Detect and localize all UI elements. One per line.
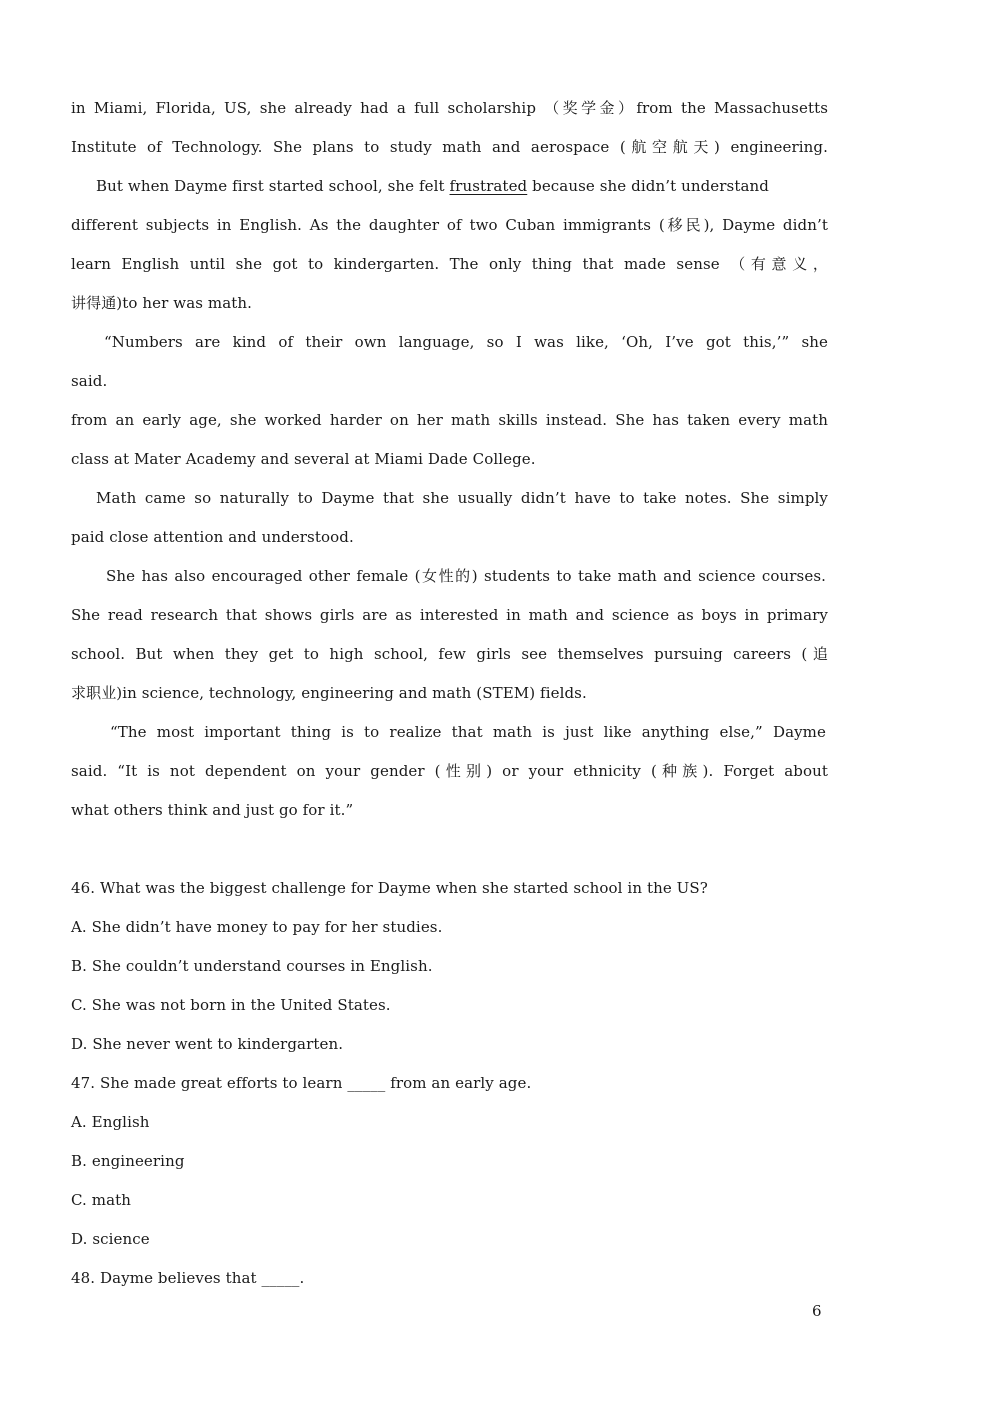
passage-line-5: learn English until she got to kindergarten. The only thing that made sense （有意义， bbox=[71, 255, 828, 273]
question-47-stem: 47. She made great efforts to learn _____ from an early age. bbox=[71, 1074, 532, 1092]
passage-line-13: She has also encouraged other female (女性的) students to take math and science courses. bbox=[106, 567, 826, 585]
passage-line-15: school. But when they get to high school, few girls see themselves pursuing careers (追 bbox=[71, 645, 828, 663]
passage-line-7: “Numbers are kind of their own language, so I was like, ‘Oh, I’ve got this,’” she bbox=[104, 333, 828, 351]
passage-line-11: Math came so naturally to Dayme that she usually didn’t have to take notes. She simply bbox=[96, 489, 828, 507]
question-46-option-d: D. She never went to kindergarten. bbox=[71, 1035, 344, 1053]
passage-line-6: 讲得通)to her was math. bbox=[71, 294, 253, 312]
question-46-option-c: C. She was not born in the United States. bbox=[71, 996, 391, 1014]
passage-line-4: different subjects in English. As the daughter of two Cuban immigrants (移民), Dayme didn’t bbox=[71, 216, 828, 234]
passage-line-12: paid close attention and understood. bbox=[71, 528, 354, 546]
passage-line-18: said. “It is not dependent on your gender (性别) or your ethnicity (种族). Forget about bbox=[71, 762, 828, 780]
passage-line-3-pre: But when Dayme first started school, she felt bbox=[96, 177, 450, 195]
question-47-option-b: B. engineering bbox=[71, 1152, 185, 1170]
question-48-stem: 48. Dayme believes that _____. bbox=[71, 1269, 305, 1287]
passage-line-16: 求职业)in science, technology, engineering and math (STEM) fields. bbox=[71, 684, 587, 702]
question-46-option-b: B. She couldn’t understand courses in English. bbox=[71, 957, 433, 975]
question-47-option-d: D. science bbox=[71, 1230, 150, 1248]
question-47-option-c: C. math bbox=[71, 1191, 132, 1209]
page-number: 6 bbox=[812, 1302, 822, 1320]
passage-line-3 bbox=[96, 176, 828, 196]
question-46-option-a: A. She didn’t have money to pay for her studies. bbox=[71, 918, 443, 936]
passage-line-3-post: because she didn’t understand bbox=[527, 177, 769, 195]
passage-line-1: in Miami, Florida, US, she already had a full scholarship （奖学金）from the Massachusetts bbox=[71, 99, 828, 117]
passage-line-19: what others think and just go for it.” bbox=[71, 801, 354, 819]
passage-line-14: She read research that shows girls are as interested in math and science as boys in primary bbox=[71, 606, 828, 624]
question-47-option-a: A. English bbox=[71, 1113, 150, 1131]
passage-line-8: said. bbox=[71, 372, 108, 390]
passage-line-9: from an early age, she worked harder on her math skills instead. She has taken every math bbox=[71, 411, 828, 429]
underlined-word: frustrated bbox=[449, 177, 528, 195]
passage-line-10: class at Mater Academy and several at Miami Dade College. bbox=[71, 450, 536, 468]
passage-line-17: “The most important thing is to realize that math is just like anything else,” Dayme bbox=[110, 723, 826, 741]
passage-line-2: Institute of Technology. She plans to study math and aerospace (航空航天) engineering. bbox=[71, 138, 828, 156]
question-46-stem: 46. What was the biggest challenge for Dayme when she started school in the US? bbox=[71, 879, 708, 897]
